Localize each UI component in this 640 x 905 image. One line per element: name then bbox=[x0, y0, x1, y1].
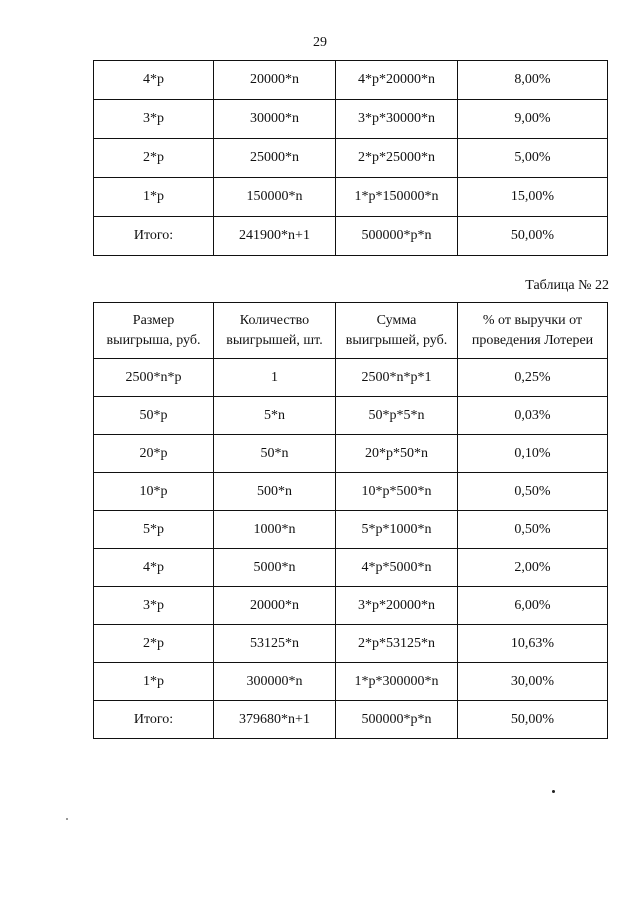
table-cell: 1 bbox=[214, 359, 336, 397]
table-cell: 2*p bbox=[94, 139, 214, 178]
table-cell: 50*p*5*n bbox=[336, 397, 458, 435]
table-cell: 1000*n bbox=[214, 511, 336, 549]
table-cell: 50,00% bbox=[458, 701, 608, 739]
table-row bbox=[94, 178, 608, 217]
table-cell: 2500*n*p bbox=[94, 359, 214, 397]
table-row bbox=[94, 100, 608, 139]
table-caption: Таблица № 22 bbox=[525, 278, 609, 293]
table-cell: 20000*n bbox=[214, 587, 336, 625]
table-cell: 5*p bbox=[94, 511, 214, 549]
table-row bbox=[94, 587, 608, 625]
table-cell: 30000*n bbox=[214, 100, 336, 139]
table-row bbox=[94, 359, 608, 397]
table-cell: 5,00% bbox=[458, 139, 608, 178]
table-cell: 3*p*30000*n bbox=[336, 100, 458, 139]
table-cell: 20000*n bbox=[214, 61, 336, 100]
table-cell: 0,50% bbox=[458, 511, 608, 549]
table-total-row bbox=[94, 217, 608, 256]
table-cell: 2*p*25000*n bbox=[336, 139, 458, 178]
table-cell: 3*p bbox=[94, 100, 214, 139]
table-cell: Итого: bbox=[94, 217, 214, 256]
table-cell: 0,25% bbox=[458, 359, 608, 397]
table-cell: 3*p bbox=[94, 587, 214, 625]
table-header-row bbox=[94, 303, 608, 359]
scan-speck bbox=[66, 818, 68, 820]
table-cell: 53125*n bbox=[214, 625, 336, 663]
prize-table-continued bbox=[93, 60, 608, 256]
table-cell: 0,10% bbox=[458, 435, 608, 473]
table-cell: 4*p bbox=[94, 549, 214, 587]
table-row bbox=[94, 435, 608, 473]
table-cell: 10*p*500*n bbox=[336, 473, 458, 511]
table-row bbox=[94, 625, 608, 663]
prize-table-continued-body bbox=[94, 61, 608, 256]
table-cell: 25000*n bbox=[214, 139, 336, 178]
table-row bbox=[94, 549, 608, 587]
table-cell: 3*p*20000*n bbox=[336, 587, 458, 625]
table-cell: 0,50% bbox=[458, 473, 608, 511]
table-cell: 50*n bbox=[214, 435, 336, 473]
table-cell: 1*p bbox=[94, 178, 214, 217]
table-cell: 2*p*53125*n bbox=[336, 625, 458, 663]
table-cell: Итого: bbox=[94, 701, 214, 739]
table-cell: 1*p bbox=[94, 663, 214, 701]
table-cell: 9,00% bbox=[458, 100, 608, 139]
table-cell: 50,00% bbox=[458, 217, 608, 256]
table-cell: 2500*n*p*1 bbox=[336, 359, 458, 397]
table-cell: 30,00% bbox=[458, 663, 608, 701]
table-row bbox=[94, 397, 608, 435]
table-cell: 10*p bbox=[94, 473, 214, 511]
table-cell: 5*p*1000*n bbox=[336, 511, 458, 549]
table-row bbox=[94, 139, 608, 178]
prize-table-22 bbox=[93, 302, 608, 739]
table-cell: 1*p*150000*n bbox=[336, 178, 458, 217]
table-cell: 20*p bbox=[94, 435, 214, 473]
table-cell: 0,03% bbox=[458, 397, 608, 435]
table-cell: 241900*n+1 bbox=[214, 217, 336, 256]
table-row bbox=[94, 663, 608, 701]
table-cell: 379680*n+1 bbox=[214, 701, 336, 739]
column-header-prize-count: Количество выигрышей, шт. bbox=[214, 303, 336, 359]
table-row bbox=[94, 61, 608, 100]
table-cell: 20*p*50*n bbox=[336, 435, 458, 473]
table-cell: 4*p*20000*n bbox=[336, 61, 458, 100]
table-cell: 2,00% bbox=[458, 549, 608, 587]
table-cell: 1*p*300000*n bbox=[336, 663, 458, 701]
table-cell: 4*p bbox=[94, 61, 214, 100]
table-cell: 15,00% bbox=[458, 178, 608, 217]
column-header-prize-size: Размер выигрыша, руб. bbox=[94, 303, 214, 359]
table-cell: 5000*n bbox=[214, 549, 336, 587]
table-cell: 300000*n bbox=[214, 663, 336, 701]
table-cell: 500*n bbox=[214, 473, 336, 511]
table-cell: 500000*p*n bbox=[336, 217, 458, 256]
table-cell: 500000*p*n bbox=[336, 701, 458, 739]
column-header-revenue-percent: % от выручки от проведения Лотереи bbox=[458, 303, 608, 359]
table-cell: 2*p bbox=[94, 625, 214, 663]
table-row bbox=[94, 473, 608, 511]
table-cell: 8,00% bbox=[458, 61, 608, 100]
table-row bbox=[94, 511, 608, 549]
table-cell: 6,00% bbox=[458, 587, 608, 625]
table-cell: 4*p*5000*n bbox=[336, 549, 458, 587]
scan-speck bbox=[552, 790, 555, 793]
table-cell: 10,63% bbox=[458, 625, 608, 663]
column-header-prize-sum: Сумма выигрышей, руб. bbox=[336, 303, 458, 359]
table-cell: 50*p bbox=[94, 397, 214, 435]
table-cell: 150000*n bbox=[214, 178, 336, 217]
table-total-row bbox=[94, 701, 608, 739]
page-number: 29 bbox=[313, 35, 327, 50]
table-cell: 5*n bbox=[214, 397, 336, 435]
